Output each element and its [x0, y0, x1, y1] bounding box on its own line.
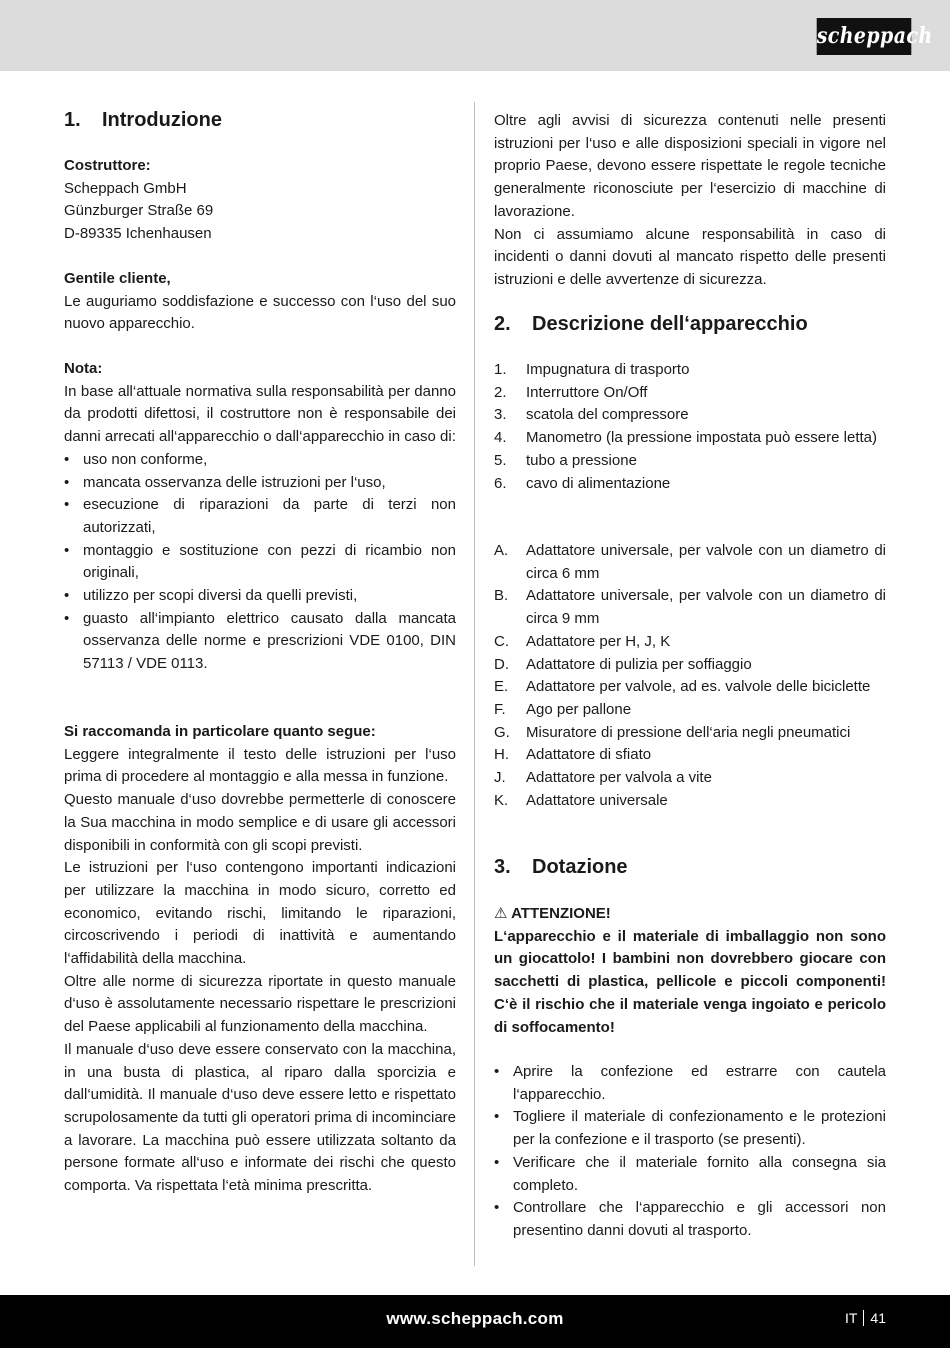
- paragraph: Leggere integralmente il testo delle istruzioni per l‘uso prima di procedere al montaggio e alla messa in funzione.: [64, 745, 456, 786]
- list-item: 4. Manometro (la pressione impostata può essere letta): [494, 429, 878, 447]
- list-item: • guasto all‘impianto elettrico causato dalla mancata osservanza delle norme e prescrizioni VDE 0100, DIN 57113 / VDE 0113.: [64, 608, 456, 676]
- list-item: B. Adattatore universale, per valvole con un diametro di circa 9 mm: [494, 587, 886, 628]
- list-item: • uso non conforme,: [64, 449, 456, 472]
- list-item: • montaggio e sostituzione con pezzi di ricambio non originali,: [64, 540, 456, 585]
- supply-steps-block: [494, 1061, 886, 1243]
- warning-heading: [494, 903, 886, 926]
- manufacturer-line: Scheppach GmbH: [64, 179, 187, 197]
- list-item: E. Adattatore per valvole, ad es. valvole delle biciclette: [494, 678, 871, 696]
- greeting-text: Le auguriamo soddisfazione e successo con l‘uso del suo nuovo apparecchio.: [64, 292, 456, 333]
- list-item: 1. Impugnatura di trasporto: [494, 361, 690, 378]
- list-item: 6. cavo di alimentazione: [494, 474, 671, 492]
- safety-intro-block: [494, 110, 886, 292]
- section-3-heading: [494, 855, 886, 879]
- manufacturer-line: Günzburger Straße 69: [64, 202, 214, 220]
- section-2-heading: [494, 312, 886, 336]
- column-divider: [474, 102, 475, 1266]
- note-label: Nota:: [64, 360, 103, 377]
- section-title: Descrizione dell‘apparecchio: [532, 313, 808, 335]
- greeting-block: [64, 268, 456, 336]
- warning-block: [494, 903, 886, 1039]
- paragraph: Il manuale d‘uso deve essere conservato con la macchina, in una busta di plastica, al riparo dalla sporcizia e dall‘umidità. Il manuale d‘uso deve essere letto e rispettato scrupolosamente da tutti gli operatori prima di incominciare a lavorare. La macchina può essere utilizzata soltanto da persone formate all‘uso e informate dei rischi che questo comporta. Va rispettata l‘età minima prescritta.: [64, 1040, 456, 1195]
- paragraph: Questo manuale d‘uso dovrebbe permetterle di conoscere la Sua macchina in modo semplice e di usare gli accessori disponibili in conformità con gli scopi previsti.: [64, 791, 456, 854]
- section-number: 1.: [64, 109, 81, 131]
- warning-icon: ⚠: [494, 905, 508, 922]
- section-number: 3.: [494, 856, 511, 878]
- list-item: • Verificare che il materiale fornito alla consegna sia completo.: [494, 1152, 886, 1197]
- paragraph: Le istruzioni per l‘uso contengono importanti indicazioni per utilizzare la macchina in modo sicuro, corretto ed economico, evitando rischi, limitando le riparazioni, circoscrivendo i periodi di inattività e aumentando l‘affidabilità della macchina.: [64, 859, 456, 968]
- warning-label: ATTENZIONE!: [511, 905, 611, 922]
- page-indicator: [845, 1310, 886, 1326]
- list-item: G. Misuratore di pressione dell‘aria negli pneumatici: [494, 723, 851, 741]
- list-item: A. Adattatore universale, per valvole con un diametro di circa 6 mm: [494, 542, 886, 582]
- note-block: [64, 358, 456, 676]
- note-text: In base all‘attuale normativa sulla responsabilità per danno da prodotti difettosi, il costruttore non è responsabile dei danni arrecati all‘apparecchio o dall‘apparecchio in caso di:: [64, 382, 456, 446]
- supply-steps-list: [494, 1061, 886, 1243]
- warning-text: L‘apparecchio e il materiale di imballaggio non sono un giocattolo! I bambini non dovrebbero giocare con sacchetti di plastica, pellicole e piccoli componenti! C‘è il rischio che il materiale venga ingoiato e pericolo di soffocamento!: [494, 927, 886, 1036]
- section-1-heading: [64, 108, 456, 132]
- recommend-block: [64, 721, 456, 1198]
- list-item: J. Adattatore per valvola a vite: [494, 769, 712, 787]
- greeting-label: Gentile cliente,: [64, 270, 171, 287]
- paragraph: Non ci assumiamo alcune responsabilità in caso di incidenti o danni dovuti al mancato rispetto delle presenti istruzioni e delle avvertenze di sicurezza.: [494, 225, 886, 288]
- language-code: IT: [844, 1310, 858, 1326]
- list-item: C. Adattatore per H, J, K: [494, 632, 671, 650]
- accessories-list-block: [494, 540, 886, 812]
- section-title: Introduzione: [102, 109, 222, 131]
- list-item: H. Adattatore di sfiato: [494, 746, 652, 764]
- list-item: 5. tubo a pressione: [494, 451, 637, 469]
- separator: [863, 1310, 864, 1326]
- list-item: • Aprire la confezione ed estrarre con cautela l‘apparecchio.: [494, 1061, 886, 1106]
- list-item: • esecuzione di riparazioni da parte di terzi non autorizzati,: [64, 494, 456, 539]
- website-link[interactable]: www.scheppach.com: [386, 1309, 564, 1328]
- list-item: K. Adattatore universale: [494, 791, 668, 809]
- note-list: [64, 449, 456, 676]
- page-header: [0, 0, 950, 71]
- list-item: • mancata osservanza delle istruzioni per l‘uso,: [64, 472, 456, 495]
- lettered-accessories-list: [494, 540, 886, 812]
- page-footer: [0, 1295, 950, 1348]
- scheppach-logo: scheppach: [817, 18, 912, 55]
- manufacturer-block: [64, 155, 456, 246]
- list-item: F. Ago per pallone: [494, 700, 632, 718]
- list-item: D. Adattatore di pulizia per soffiaggio: [494, 655, 752, 673]
- parts-list-block: [494, 359, 886, 495]
- recommend-label: Si raccomanda in particolare quanto segue:: [64, 723, 376, 740]
- list-item: 2. Interruttore On/Off: [494, 383, 648, 401]
- section-title: Dotazione: [532, 856, 628, 878]
- paragraph: Oltre alle norme di sicurezza riportate in questo manuale d‘uso è assolutamente necessario rispettare le prescrizioni del Paese applicabili al funzionamento della macchina.: [64, 972, 456, 1036]
- numbered-parts-list: [494, 359, 886, 495]
- manufacturer-line: D-89335 Ichenhausen: [64, 225, 212, 243]
- manufacturer-label: Costruttore:: [64, 157, 151, 174]
- list-item: • Togliere il materiale di confezionamento e le protezioni per la confezione e il trasporto (se presenti).: [494, 1106, 886, 1151]
- page-number: 41: [870, 1310, 886, 1326]
- section-number: 2.: [494, 313, 511, 335]
- list-item: • utilizzo per scopi diversi da quelli previsti,: [64, 585, 456, 608]
- paragraph: Oltre agli avvisi di sicurezza contenuti nelle presenti istruzioni per l‘uso e alle disposizioni speciali in vigore nel proprio Paese, devono essere rispettate le regole tecniche generalmente riconosciute per l‘esercizio di macchine di lavorazione.: [494, 112, 886, 220]
- list-item: 3. scatola del compressore: [494, 406, 689, 424]
- list-item: • Controllare che l‘apparecchio e gli accessori non presentino danni dovuti al trasporto.: [494, 1197, 886, 1242]
